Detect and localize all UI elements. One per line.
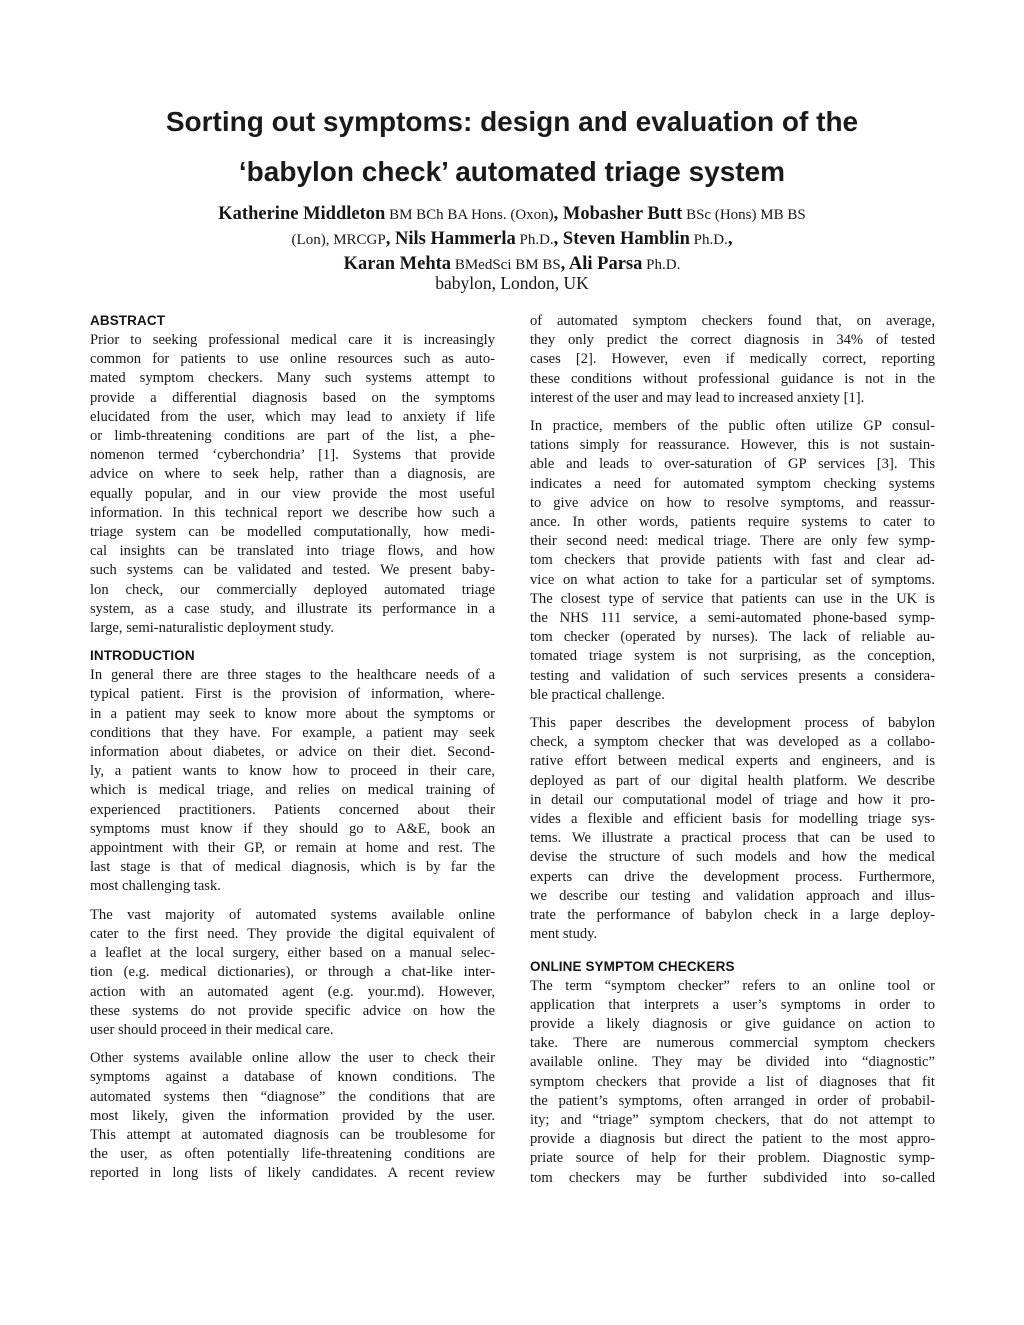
text-line: appointment with their GP, or remain at home and rest. The <box>90 840 495 857</box>
author-degrees: BSc (Hons) MB BS <box>682 207 806 223</box>
text-line: indicates a need for automated symptom checking systems <box>530 475 935 492</box>
text-line: most challenging task. <box>90 878 221 895</box>
author-separator: , <box>385 229 395 249</box>
affiliation: babylon, London, UK <box>435 273 589 293</box>
author-degrees: (Lon), MRCGP <box>291 232 386 248</box>
text-line: testing and validation of such services presents a considera- <box>530 667 935 684</box>
right-column <box>530 312 935 1197</box>
text-line: symptoms must know if they should go to A&E, book an <box>90 820 495 837</box>
text-line: This paper describes the development process of babylon <box>530 715 935 732</box>
text-line: symptoms against a database of known conditions. The <box>90 1069 495 1086</box>
text-line: last stage is that of medical diagnosis, which is by far the <box>90 859 495 876</box>
author-separator: , <box>727 229 733 249</box>
text-line: ity; and “triage” symptom checkers, that do not attempt to <box>530 1111 935 1128</box>
text-line: tion (e.g. medical dictionaries), or through a chat-like inter- <box>90 964 495 981</box>
text-line: The vast majority of automated systems available online <box>90 906 495 923</box>
text-line: the user, as often potentially life-threatening conditions are <box>90 1146 495 1163</box>
introduction-paragraph <box>90 666 495 896</box>
title-line: Sorting out symptoms: design and evaluation of the <box>165 106 859 137</box>
text-line: ance. In other words, patients require systems to cater to <box>530 514 935 531</box>
text-line: most likely, given the information provided by the user. <box>90 1107 495 1124</box>
text-line: tems. We illustrate a practical process that can be used to <box>530 830 935 847</box>
text-line: these conditions without professional guidance is not in the <box>530 370 935 387</box>
text-line: triage system can be modelled computationally, how medi- <box>90 524 495 541</box>
text-line: of automated symptom checkers found that, on average, <box>530 313 935 329</box>
title-line: ‘babylon check’ automated triage system <box>238 156 786 187</box>
text-line: check, a symptom checker that was developed as a collabo- <box>530 734 935 751</box>
author-degrees: Ph.D. <box>515 232 554 248</box>
text-line: equally popular, and in our view provide the most useful <box>90 485 495 502</box>
text-line: which is medical triage, and relies on medical training of <box>90 782 495 799</box>
text-line: deployed as part of our digital health platform. We describe <box>530 772 935 789</box>
text-line: trate the performance of babylon check in a large deploy- <box>530 907 935 924</box>
text-line: tom checker (operated by nurses). The lack of reliable au- <box>530 629 935 646</box>
text-line: these systems do not provide specific advice on how the <box>90 1002 495 1019</box>
author-name: Ali Parsa <box>568 254 643 274</box>
text-line: available online. They may be divided into “diagnostic” <box>530 1054 935 1071</box>
author-name: Nils Hammerla <box>394 229 516 249</box>
text-line: in detail our computational model of triage and how it pro- <box>530 791 935 808</box>
body-paragraph <box>530 977 935 1188</box>
text-line: to give advice on how to resolve symptoms, and reassur- <box>530 494 935 511</box>
text-line: In general there are three stages to the healthcare needs of a <box>90 667 495 684</box>
author-separator: , <box>560 254 569 274</box>
text-line: take. There are numerous commercial symptom checkers <box>530 1035 935 1052</box>
text-line: ly, a patient wants to know how to proceed in their care, <box>90 763 495 780</box>
text-line: priate source of help for their problem. Diagnostic symp- <box>530 1150 935 1167</box>
text-line: advice on where to seek help, rather than a diagnosis, are <box>90 466 495 483</box>
text-line: automated systems then “diagnose” the conditions that are <box>90 1088 495 1105</box>
author-separator: , <box>553 204 563 224</box>
text-line: This attempt at automated diagnosis can be troublesome for <box>90 1126 495 1143</box>
text-line: provide a differential diagnosis based on the symptoms <box>90 389 495 406</box>
text-line: mated symptom checkers. Many such systems attempt to <box>90 370 495 387</box>
author-separator: , <box>553 229 563 249</box>
text-line: able and leads to over-saturation of GP services [3]. This <box>530 456 935 473</box>
text-line: interest of the user and may lead to increased anxiety [1]. <box>530 389 865 406</box>
left-column <box>90 312 495 1193</box>
author-line <box>150 202 874 227</box>
text-line: ment study. <box>530 926 598 943</box>
text-line: action with an automated agent (e.g. your.md). However, <box>90 983 495 1000</box>
text-line: a leaflet at the local surgery, either based on a manual selec- <box>90 945 495 962</box>
text-line: or limb-threatening conditions are part of the list, a phe- <box>90 428 495 445</box>
text-line: cater to the first need. They provide the digital equivalent of <box>90 925 495 942</box>
text-line: devise the structure of such models and how the medical <box>530 849 935 866</box>
abstract-heading: ABSTRACT <box>90 313 166 328</box>
text-line: their second need: medical triage. There are only few symp- <box>530 533 935 550</box>
text-line: elucidated from the user, which may lead to anxiety if life <box>90 408 495 425</box>
text-line: tations simply for reassurance. However, this is not sustain- <box>530 437 935 454</box>
text-line: reported in long lists of likely candidates. A recent review <box>90 1165 495 1182</box>
text-line: information. In this technical report we describe how such a <box>90 504 495 521</box>
text-line: The term “symptom checker” refers to an online tool or <box>530 977 935 994</box>
introduction-paragraph <box>90 906 495 1040</box>
text-line: common for patients to use online resources such as auto- <box>90 351 495 368</box>
author-name: Mobasher Butt <box>562 204 683 224</box>
author-degrees: Ph.D. <box>642 257 681 273</box>
text-line: The closest type of service that patients can use in the UK is <box>530 590 935 607</box>
text-line: tomated triage system is not surprising, as the conception, <box>530 648 935 665</box>
text-line: vice on what action to take for a particular set of symptoms. <box>530 571 935 588</box>
text-line: system, as a case study, and illustrate its performance in a <box>90 600 495 617</box>
introduction-heading: INTRODUCTION <box>90 648 195 664</box>
text-line: large, semi-naturalistic deployment study. <box>90 620 334 637</box>
text-line: provide a likely diagnosis or give guidance on action to <box>530 1015 935 1032</box>
text-line: user should proceed in their medical care. <box>90 1021 334 1038</box>
author-degrees: BMedSci BM BS <box>451 257 561 273</box>
text-line: we describe our testing and validation approach and illus- <box>530 887 935 904</box>
author-name: Steven Hamblin <box>562 229 690 249</box>
text-line: ble practical challenge. <box>530 686 665 703</box>
introduction-paragraph <box>90 1049 495 1183</box>
author-degrees: Ph.D. <box>689 232 728 248</box>
online-symptom-checkers-heading: ONLINE SYMPTOM CHECKERS <box>530 958 735 974</box>
text-line: Prior to seeking professional medical care it is increasingly <box>90 332 495 348</box>
text-line: rative effort between medical experts and engineers, and is <box>530 753 935 770</box>
text-line: vides a flexible and efficient basis for modelling triage sys- <box>530 811 935 828</box>
abstract-paragraph <box>90 331 495 638</box>
text-line: provide a diagnosis but direct the patient to the most appro- <box>530 1131 935 1148</box>
body-paragraph <box>530 714 935 944</box>
text-line: cal insights can be translated into triage flows, and how <box>90 543 495 560</box>
text-line: symptom checkers that provide a list of diagnoses that fit <box>530 1073 935 1090</box>
author-list <box>150 202 874 277</box>
author-line <box>150 227 874 252</box>
text-line: in a patient may seek to know more about the symptoms or <box>90 705 495 722</box>
author-name: Katherine Middleton <box>218 204 386 224</box>
body-paragraph <box>530 312 935 408</box>
author-name: Karan Mehta <box>343 254 452 274</box>
text-line: experts can drive the development process. Furthermore, <box>530 868 935 885</box>
text-line: nomenon termed ‘cyberchondria’ [1]. Systems that provide <box>90 447 495 464</box>
text-line: experienced practitioners. Patients concerned about their <box>90 801 495 818</box>
text-line: In practice, members of the public often utilize GP consul- <box>530 418 935 435</box>
text-line: they only predict the correct diagnosis in 34% of tested <box>530 332 935 349</box>
text-line: conditions that they have. For example, a patient may seek <box>90 724 495 741</box>
text-line: lon check, our commercially deployed automated triage <box>90 581 495 598</box>
text-line: cases [2]. However, even if medically correct, reporting <box>530 351 935 368</box>
text-line: such systems can be validated and tested. We present baby- <box>90 562 495 579</box>
text-line: Other systems available online allow the user to check their <box>90 1050 495 1067</box>
author-degrees: BM BCh BA Hons. (Oxon) <box>385 207 554 223</box>
body-paragraph <box>530 417 935 705</box>
text-line: information about diabetes, or advice on their diet. Second- <box>90 744 495 761</box>
text-line: tom checkers may be further subdivided into so-called <box>530 1169 935 1186</box>
text-line: the NHS 111 service, a semi-automated phone-based symp- <box>530 610 935 627</box>
text-line: the patient’s symptoms, often arranged in order of probabil- <box>530 1092 935 1109</box>
text-line: typical patient. First is the provision of information, where- <box>90 686 495 703</box>
text-line: tom checkers that provide patients with fast and clear ad- <box>530 552 935 569</box>
text-line: application that interprets a user’s symptoms in order to <box>530 996 935 1013</box>
paper-title <box>80 97 944 197</box>
